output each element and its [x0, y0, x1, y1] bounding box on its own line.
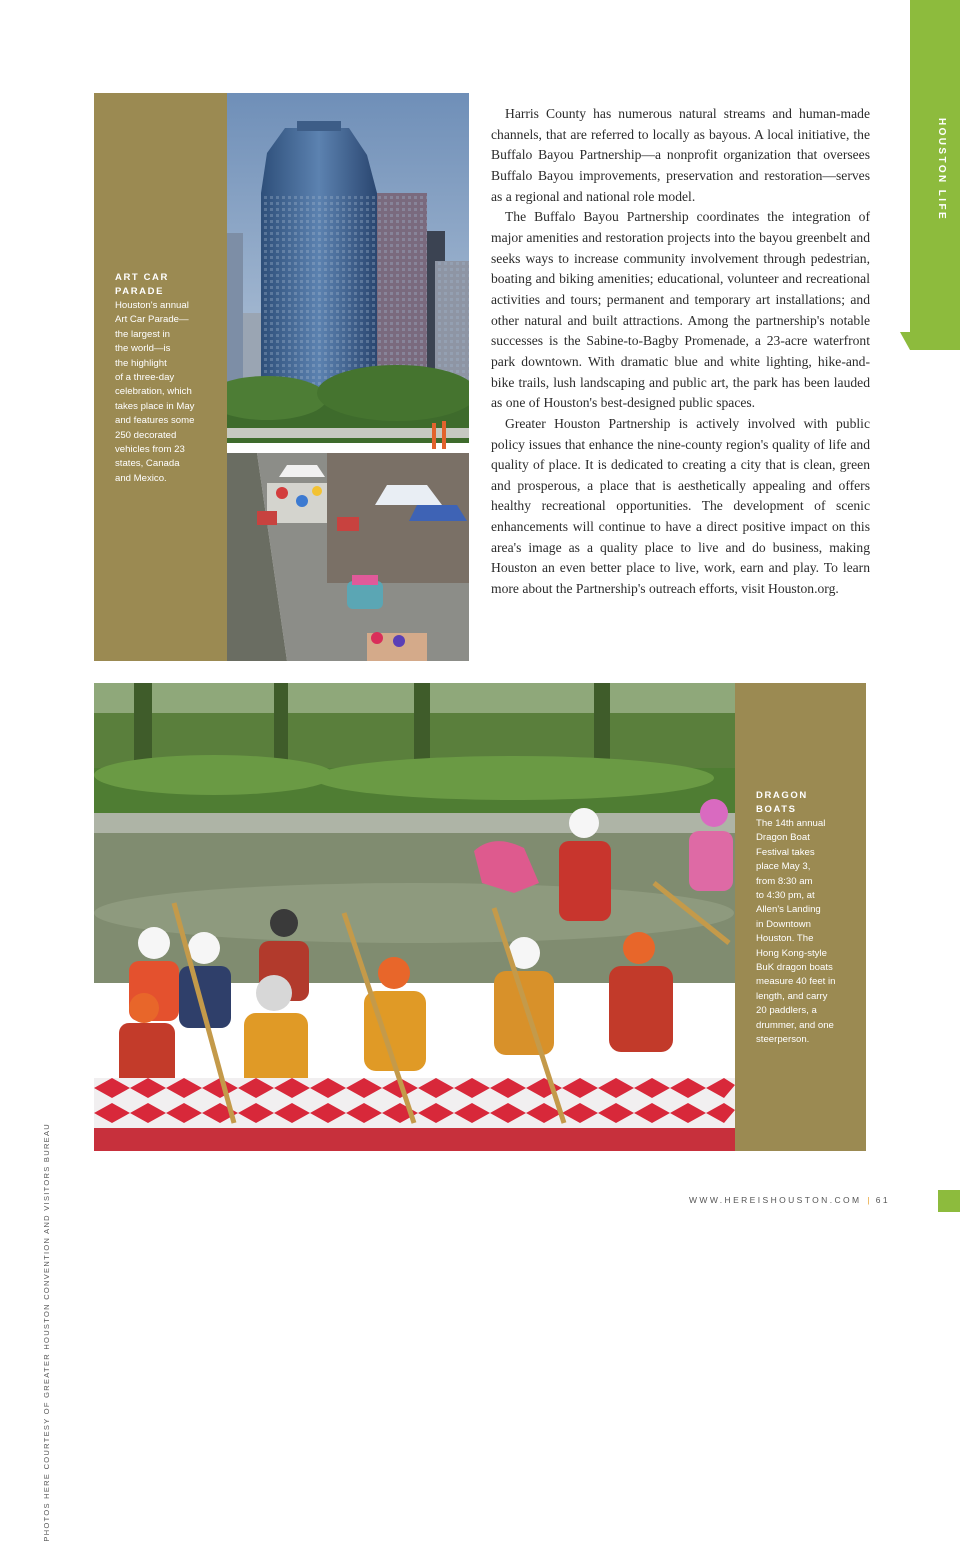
art-car-parade-photo	[227, 93, 469, 661]
page-number: 61	[875, 1195, 890, 1205]
dragon-boats-caption-title: DRAGON BOATS	[756, 790, 808, 816]
page-footer	[640, 1195, 890, 1205]
article-paragraph: Harris County has numerous natural streams and human-made channels, that are referred to locally as bayous. A local initiative, the Buffalo Bayou Partnership—a nonprofit organization that oversees Buffalo Bayou improvements, preservation and restoration—serves as a regional and national role model.	[491, 106, 870, 204]
footer-separator: |	[867, 1195, 870, 1205]
article-body	[491, 104, 870, 600]
dragon-boats-caption-text: The 14th annual Dragon Boat Festival takes place May 3, from 8:30 am to 4:30 pm, at Allen's Landing in Downtown Houston. The Hong Kong-style BuK dragon boats measure 40 feet in length, and carry 20 paddlers, a drummer, and one steerperson.	[756, 818, 836, 1046]
footer-url[interactable]: WWW.HEREISHOUSTON.COM	[688, 1195, 862, 1205]
dragon-boat-photo	[94, 683, 735, 1151]
section-tab-label: HOUSTON LIFE	[936, 118, 947, 222]
article-paragraph: Greater Houston Partnership is actively involved with public policy issues that enhance the nine-county region's quality of life and quality of place. It is dedicated to creating a city that is clean, green and prosperous, a place that is aesthetically appealing and offers healthy recreational opportunities. The development of scenic enhancements will continue to have a direct positive impact on this area's image as a quality place to live and do business, making Houston an even better place to live, work, earn and play. To learn more about the Partnership's outreach efforts, visit Houston.org.	[491, 415, 870, 597]
section-tab	[910, 0, 960, 350]
art-car-caption-text: Houston's annual Art Car Parade— the largest in the world—is the highlight of a three-day celebration, which takes place in May and features some 250 decorated vehicles from 23 states, Canada and Mexico.	[115, 300, 195, 484]
art-car-caption-title: ART CAR PARADE	[115, 272, 169, 298]
photo-credit-text: PHOTOS HERE COURTESY OF GREATER HOUSTON CONVENTION AND VISITORS BUREAU	[42, 1123, 51, 1542]
photo-credit	[42, 1123, 54, 1542]
article-paragraph: The Buffalo Bayou Partnership coordinates the integration of major amenities and restoration projects into the bayou greenbelt and seeks ways to increase community involvement through pedestrian, boating and biking amenities; educational, volunteer and recreational activities and tours; permanent and temporary art installations; and other natural and built attractions. Among the partnership's notable successes is the Sabine-to-Bagby Promenade, a 23-acre waterfront park downtown. With dramatic blue and white lighting, hike-and-bike trails, lush landscaping and public art, the park has been lauded as one of Houston's best-designed public spaces.	[491, 209, 870, 411]
corner-accent	[938, 1190, 960, 1212]
